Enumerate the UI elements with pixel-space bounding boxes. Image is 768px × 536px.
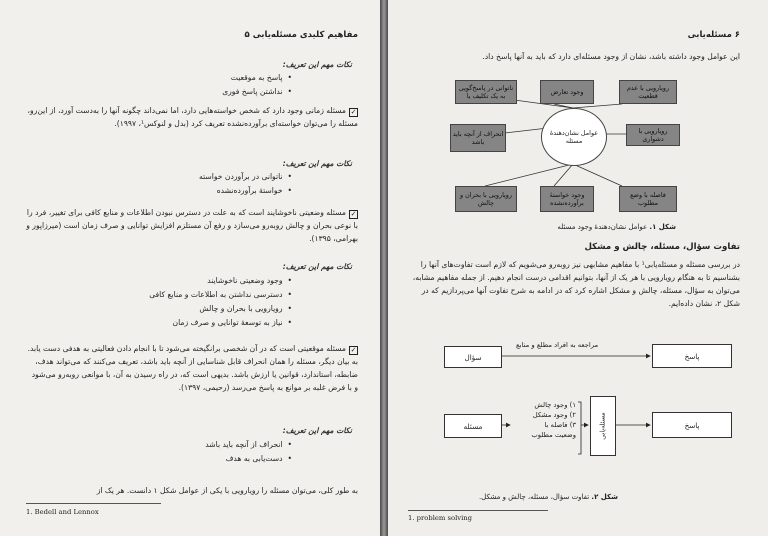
list-item: ۲) وجود مشکل (532, 411, 576, 419)
note-heading: نکات مهم این تعریف: (282, 60, 352, 69)
right-page (388, 0, 768, 536)
footnote-divider (408, 510, 548, 511)
book-gutter (380, 0, 388, 536)
left-page (0, 0, 380, 536)
factor-box: ناتوانی در پاسخ‌گویی به یک تکلیف یا (455, 80, 517, 104)
footnote-divider (26, 503, 161, 504)
problem-finding-box: مسئله‌یابی (590, 396, 616, 456)
answer-box: پاسخ (652, 344, 732, 368)
list-item: • انحراف از آنچه باید باشد (205, 438, 292, 452)
paragraph: به طور کلی، می‌توان مسئله را رویارویی با یکی از عوامل شکل ۱ دانست. هر یک از (96, 486, 358, 495)
list-item: • رویارویی با بحران و چالش (149, 302, 292, 316)
bullet-list (149, 274, 292, 330)
checkbox-icon: ✓ (350, 346, 357, 354)
list-item: ۳) فاصله با (544, 421, 576, 429)
factor-box: وجود خواستهٔ برآورده‌نشده (540, 186, 594, 212)
figure-1-caption: شکل ۱. عوامل نشان‌دهندهٔ وجود مسئله (557, 223, 676, 231)
checkbox-icon: ✓ (350, 210, 357, 218)
factor-box: رویارویی با عدم قطعیت (619, 80, 677, 104)
list-item: • دست‌یابی به هدف (205, 452, 292, 466)
question-box: سؤال (444, 346, 502, 368)
list-item: • پاسخ به موقعیت (222, 71, 292, 85)
section-title: تفاوت سؤال، مسئله، چالش و مشکل (584, 242, 740, 252)
list-item: • دسترسی نداشتن به اطلاعات و منابع کافی (149, 288, 292, 302)
factor-box: رویارویی با بحران و چالش (455, 186, 517, 212)
list-item: وضعیت مطلوب (531, 431, 576, 439)
bullet-list (222, 71, 292, 99)
paragraph: ✓مسئله وضعیتی ناخوشایند است که به علت در دسترس نبودن اطلاعات و منابع کافی برای تغییر، فرد را با نوعی بحران و چالش روبه‌رو می‌سازد و رفع آن مستلزم افزایش توانایی و صرف زمان است (میرزاپور و بهرامی، ۱۳۹۵). (26, 208, 358, 243)
flow-label: مراجعه به افراد مطلع و منابع (516, 341, 599, 349)
factor-box: فاصله با وضع مطلوب (619, 186, 677, 212)
list-item: • ناتوانی در برآوردن خواسته (199, 170, 292, 184)
note-heading: نکات مهم این تعریف: (282, 426, 352, 435)
list-item: • وجود وضعیتی ناخوشایند (149, 274, 292, 288)
checkbox-icon: ✓ (350, 108, 357, 116)
list-item: • نیاز به توسعهٔ توانایی و صرف زمان (149, 316, 292, 330)
left-page-header: مفاهیم کلیدی مسئله‌یابی ۵ (244, 30, 358, 40)
paragraph: ✓مسئله زمانی وجود دارد که شخص خواسته‌هایی دارد، اما نمی‌داند چگونه آنها را به‌دست آورد، از این‌رو، مسئله را می‌توان خواسته‌ای برآورده‌نشده تعریف کرد (بدل و لنوکس¹، ۱۹۹۷). (27, 106, 358, 128)
factor-box: انحراف از آنچه باید باشد (450, 124, 506, 152)
figure-2-caption: شکل ۲. تفاوت سؤال، مسئله، چالش و مشکل. (478, 493, 618, 501)
right-page-header: ۶ مسئله‌یابی (687, 30, 740, 40)
footnote: 1. problem solving (408, 514, 472, 522)
answer-box: پاسخ (652, 412, 732, 438)
factors-list (512, 400, 576, 440)
problem-box: مسئله (444, 414, 502, 438)
paragraph: ✓مسئله موقعیتی است که در آن شخصی برانگیخته می‌شود تا با انجام دادن فعالیتی به هدفی دست یابد. به بیان دیگر، مسئله را همان انحراف قابل شناسایی از آنچه باید باشد، تعریف می‌کنند که می‌تواند هدف، ضابطه، استاندارد، قوانین یا ارزش باشد. بدیهی است که، در راه رسیدن به آن، با موانعی روبه‌رو می‌شود و با فرض غلبه بر موانع به پاسخ می‌رسد (رحیمی، ۱۳۹۷). (27, 344, 358, 392)
figure-2-connectors (388, 0, 768, 536)
factor-box: رویارویی با دشواری (626, 124, 680, 146)
bullet-list (199, 170, 292, 198)
list-item: • نداشتن پاسخ فوری (222, 85, 292, 99)
center-ellipse: عوامل نشان‌دهندهٔ مسئله (541, 108, 607, 166)
bullet-list (205, 438, 292, 466)
intro-paragraph: این عوامل وجود داشته باشد، نشان از وجود مسئله‌ای دارد که باید به آنها پاسخ داد. (482, 52, 740, 61)
factor-box: وجود تعارض (540, 80, 594, 104)
note-heading: نکات مهم این تعریف: (282, 262, 352, 271)
list-item: • خواستهٔ برآورده‌نشده (199, 184, 292, 198)
note-heading: نکات مهم این تعریف: (282, 159, 352, 168)
list-item: ۱) وجود چالش (534, 401, 576, 409)
paragraph: در بررسی مسئله و مسئله‌یابی¹ با مفاهیم مشابهی نیز روبه‌رو می‌شویم که لازم است تفاوت‌های آنها را بشناسیم تا به هنگام رویارویی با هر یک از آنها، بتوانیم اقدامی درست انجام دهیم. از جمله مفاهیم مشابه، می‌توان به سؤال، مسئله، چالش و مشکل اشاره کرد که در ادامه به شرح تفاوت آنها می‌پردازیم که در شکل ۲، نشان داده‌ایم. (412, 260, 740, 308)
footnote: 1. Bedell and Lennox (26, 508, 99, 516)
